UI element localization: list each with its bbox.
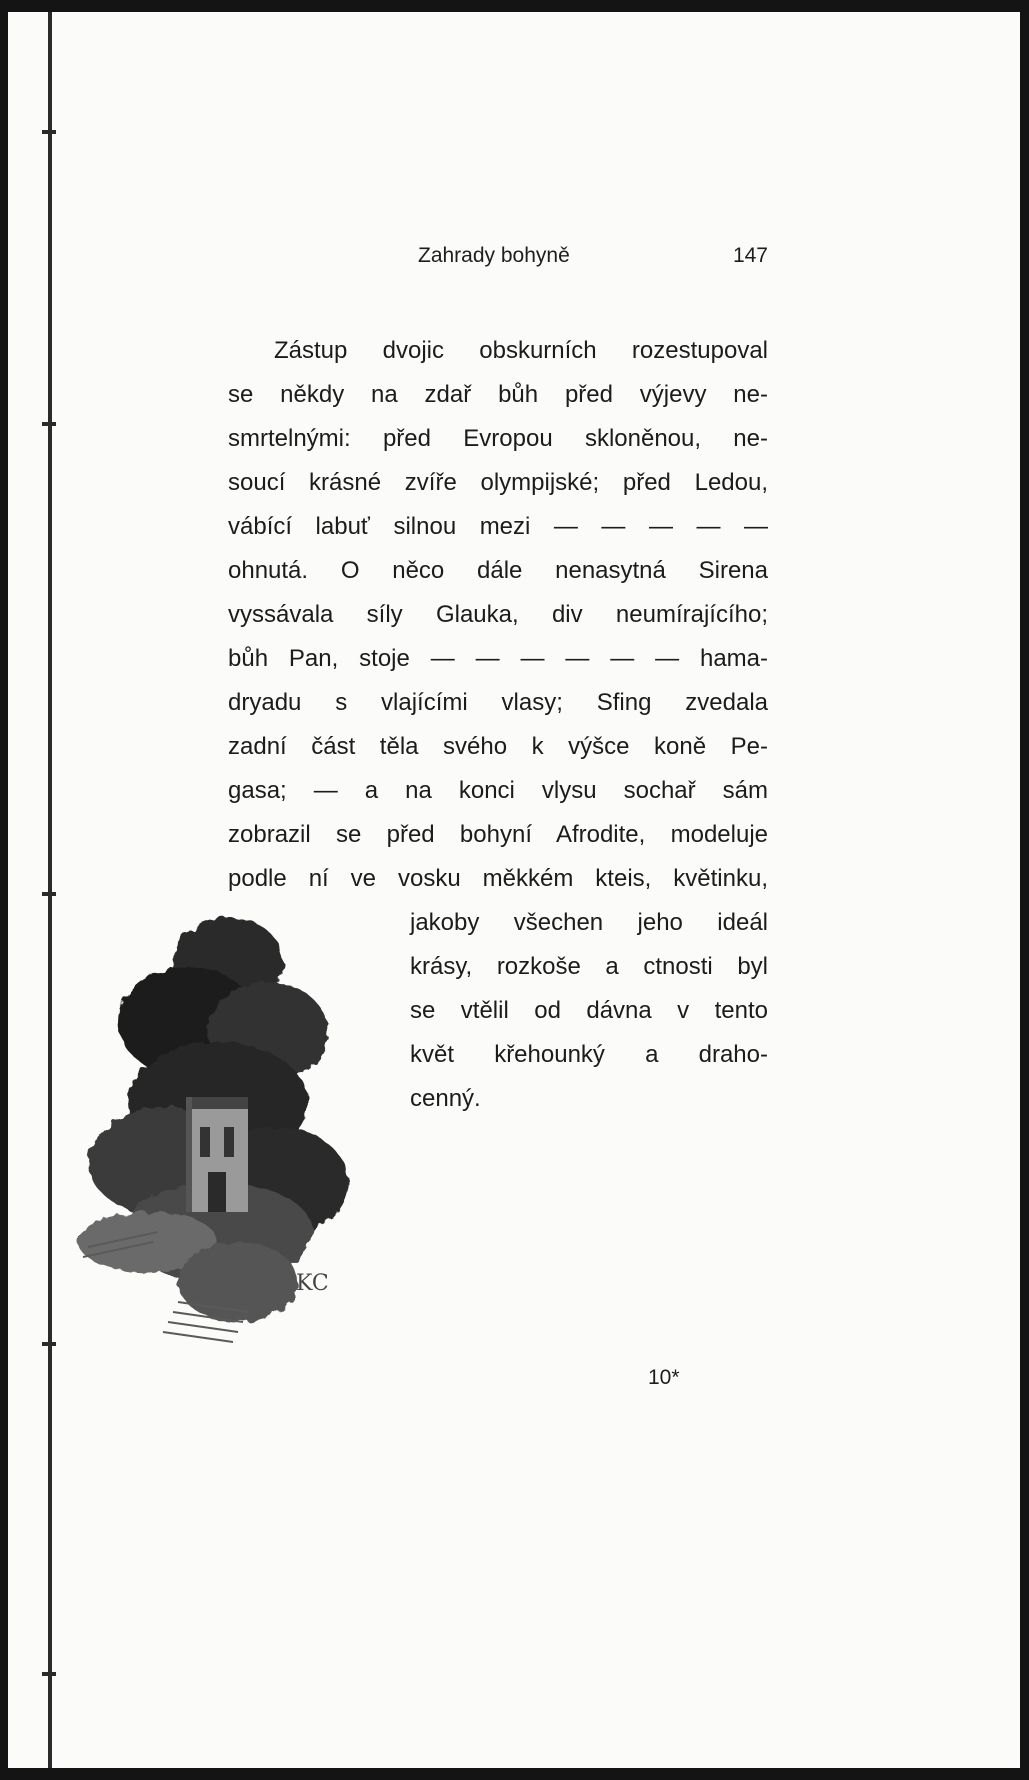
text-line: gasa; — a na konci vlysu sochař sám: [228, 777, 768, 804]
text-line: soucí krásné zvíře olympijské; před Ledou,: [228, 469, 768, 496]
text-line: vábící labuť silnou mezi — — — — —: [228, 513, 768, 540]
text-line: dryadu s vlajícími vlasy; Sfing zvedala: [228, 689, 768, 716]
text-line: bůh Pan, stoje — — — — — — hama-: [228, 645, 768, 672]
spine-mark: [42, 422, 56, 426]
spine-mark: [42, 1672, 56, 1676]
text-line: podle ní ve vosku měkkém kteis, květinku,: [228, 865, 768, 892]
text-line: zobrazil se před bohyní Afrodite, modeluje: [228, 821, 768, 848]
text-line: krásy, rozkoše a ctnosti byl: [410, 953, 768, 980]
spine-mark: [42, 1342, 56, 1346]
text-line: se někdy na zdař bůh před výjevy ne-: [228, 381, 768, 408]
text-line: jakoby všechen jeho ideál: [410, 909, 768, 936]
spine-mark: [42, 130, 56, 134]
page-number: 147: [732, 244, 768, 267]
page-edge-shadow: [48, 12, 52, 1768]
book-page: [8, 12, 1020, 1768]
text-line: se vtělil od dávna v tento: [410, 997, 768, 1024]
text-line: ohnutá. O něco dále nenasytná Sirena: [228, 557, 768, 584]
text-line: cenný.: [410, 1085, 481, 1112]
running-header: [228, 244, 768, 274]
spine-mark: [42, 892, 56, 896]
printer-signature: 10*: [648, 1366, 680, 1389]
text-line: vyssávala síly Glauka, div neumírajícího;: [228, 601, 768, 628]
text-line: smrtelnými: před Evropou skloněnou, ne-: [228, 425, 768, 452]
text-line: květ křehounký a draho-: [410, 1041, 768, 1068]
running-title: Zahrady bohyně: [418, 244, 570, 267]
text-line: zadní část těla svého k výšce koně Pe-: [228, 733, 768, 760]
text-line: Zástup dvojic obskurních rozestupoval: [274, 337, 768, 364]
illustrator-monogram: KC: [296, 1271, 329, 1296]
tower: [186, 1097, 248, 1212]
tree-vignette-illustration: [68, 902, 368, 1362]
